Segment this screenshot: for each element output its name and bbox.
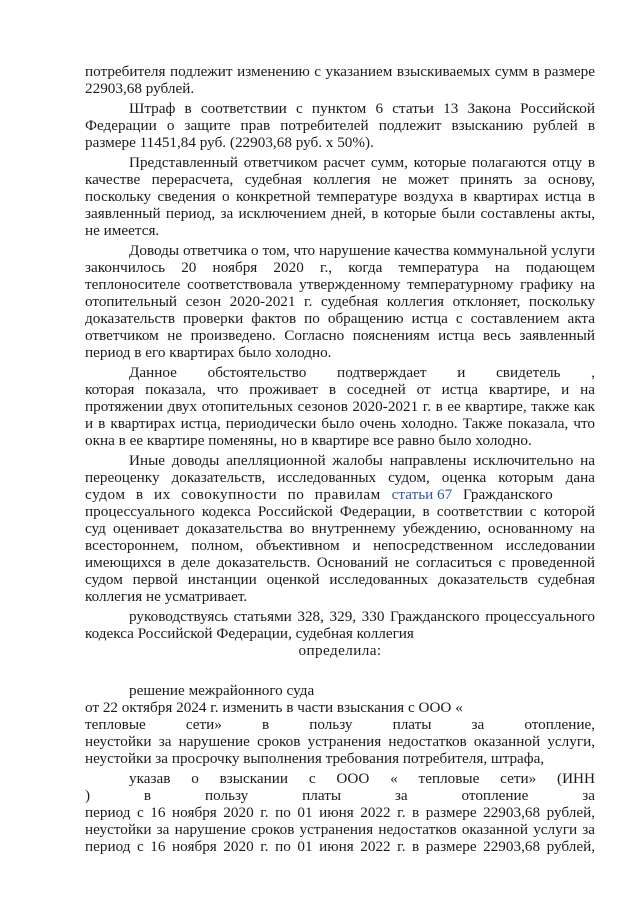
text-line: Штраф в соответствии с пунктом 6 статьи 13 Закона Российской bbox=[129, 100, 595, 117]
text-line: Данное обстоятельство подтверждает и свидетель , bbox=[129, 364, 595, 381]
text-line: которая показала, что проживает в соседней от истца квартире, и на bbox=[85, 381, 595, 398]
text-line: окна в ее квартире поменяны, но в квартире все равно было холодно. bbox=[85, 432, 532, 449]
text-line: судом первой инстанции оценкой исследованных доказательств судебная bbox=[85, 571, 595, 588]
text-line: всестороннем, полном, объективном и непосредственном исследовании bbox=[85, 537, 595, 554]
text-line: период с 16 ноября 2020 г. по 01 июня 2022 г. в размере 22903,68 рублей, bbox=[85, 838, 595, 855]
text-line: неустойки за просрочку выполнения требования потребителя, штрафа, bbox=[85, 750, 545, 767]
text-line: поскольку сведения о конкретной температуре воздуха в квартирах истца в bbox=[85, 188, 595, 205]
text-line: доказательств проверки фактов по обращению истца с составлением акта bbox=[85, 310, 595, 327]
text-line bbox=[85, 486, 595, 503]
resolution-heading: определила: bbox=[298, 642, 382, 659]
text-line: кодекса Российской Федерации, судебная коллегия bbox=[85, 625, 414, 642]
statute-link[interactable]: статьи 67 bbox=[391, 486, 453, 503]
text-line: и в квартирах истца, периодически было очень холодно. Также показала, что bbox=[85, 415, 595, 432]
text-line: Федерации о защите прав потребителей подлежит взысканию рублей в bbox=[85, 117, 595, 134]
text-line: отопительный сезон 2020-2021 г. судебная коллегия отклоняет, поскольку bbox=[85, 293, 595, 310]
text-line: неустойки за нарушение сроков устранения недостатков оказанной услуги за bbox=[85, 821, 595, 838]
text-line: размере 11451,84 руб. (22903,68 руб. х 50%). bbox=[85, 134, 374, 151]
text-line: указав о взыскании с ООО « тепловые сети» (ИНН bbox=[129, 770, 595, 787]
text-line: заявленный период, за исключением дней, в которые были составлены акты, bbox=[85, 205, 595, 222]
text-line: 22903,68 рублей. bbox=[85, 80, 195, 97]
text-line: потребителя подлежит изменению с указанием взыскиваемых сумм в размере bbox=[85, 63, 595, 80]
text-line: не имеется. bbox=[85, 222, 160, 239]
text-line: руководствуясь статьями 328, 329, 330 Гражданского процессуального bbox=[129, 608, 595, 625]
text-line: суд оценивает доказательства во внутреннему убеждению, основанному на bbox=[85, 520, 595, 537]
text-line: закончилось 20 ноября 2020 г., когда температура на подающем bbox=[85, 259, 595, 276]
text-line: процессуального кодекса Российской Федерации, в соответствии с которой bbox=[85, 503, 595, 520]
text-line: качестве перерасчета, судебная коллегия не может принять за основу, bbox=[85, 171, 595, 188]
text-line: тепловые сети» в пользу платы за отопление, bbox=[85, 716, 595, 733]
text-fragment: судом в их совокупности по правилам bbox=[85, 486, 381, 503]
text-line: неустойки за нарушение сроков устранения недостатков оказанной услуги, bbox=[85, 733, 595, 750]
text-line: Иные доводы апелляционной жалобы направлены исключительно на bbox=[129, 452, 595, 469]
text-line: Доводы ответчика о том, что нарушение качества коммунальной услуги bbox=[129, 242, 595, 259]
text-line: ответчиком не произведено. Согласно пояснениям истца весь заявленный bbox=[85, 327, 595, 344]
text-line: решение межрайонного суда bbox=[129, 682, 315, 699]
text-line: Представленный ответчиком расчет сумм, которые полагаются отцу в bbox=[129, 154, 595, 171]
text-line: коллегия не усматривает. bbox=[85, 588, 248, 605]
text-line: ) в пользу платы за отопление за bbox=[85, 787, 595, 804]
text-line: протяжении двух отопительных сезонов 2020-2021 г. в ее квартире, также как bbox=[85, 398, 595, 415]
text-line: период с 16 ноября 2020 г. по 01 июня 2022 г. в размере 22903,68 рублей, bbox=[85, 804, 595, 821]
text-fragment: Гражданского bbox=[463, 486, 553, 503]
text-line: период в его квартирах было холодно. bbox=[85, 344, 332, 361]
text-line: переоценку доказательств, исследованных судом, оценка которым дана bbox=[85, 469, 595, 486]
text-line: имеющихся в деле доказательств. Оснований не согласиться с проведенной bbox=[85, 554, 595, 571]
text-line: теплоносителе соответствовала утвержденному температурному графику на bbox=[85, 276, 595, 293]
text-line: от 22 октября 2024 г. изменить в части взыскания с ООО « bbox=[85, 699, 463, 716]
